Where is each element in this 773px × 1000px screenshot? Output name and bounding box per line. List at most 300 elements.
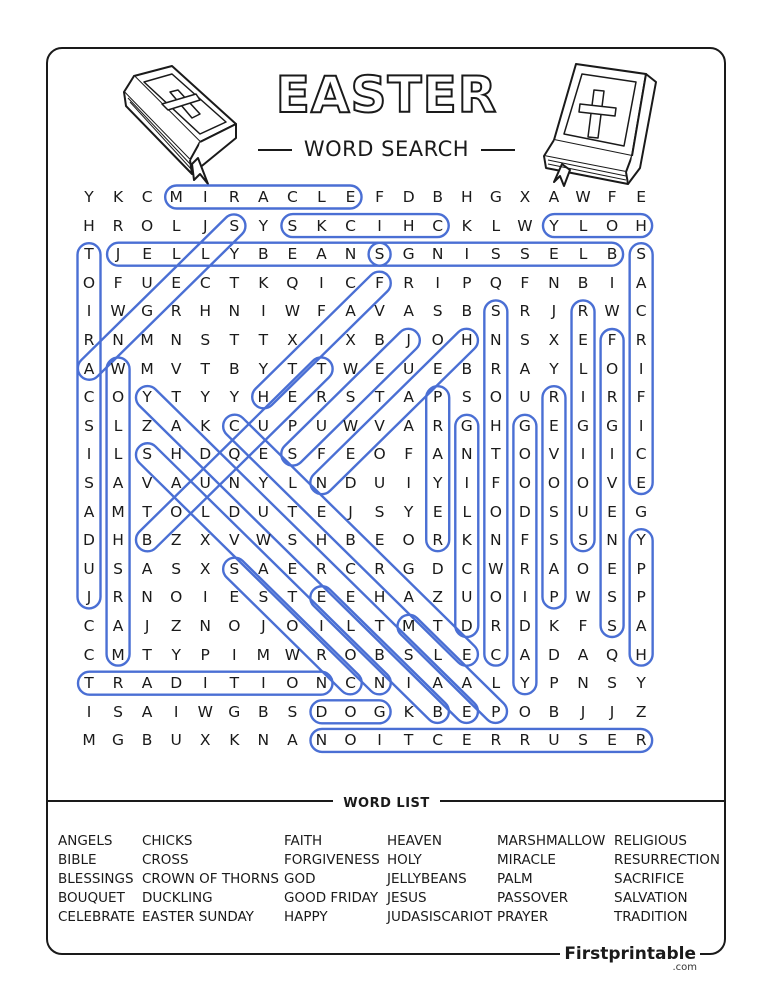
grid-letter: H: [490, 416, 502, 435]
grid-letter: E: [549, 245, 559, 264]
grid-letter: B: [258, 702, 269, 721]
grid-letter: R: [432, 416, 444, 435]
grid-letter: D: [315, 702, 328, 721]
grid-letter: T: [171, 388, 181, 407]
grid-letter: X: [199, 531, 211, 550]
grid-letter: G: [141, 302, 154, 321]
grid-letter: R: [635, 731, 647, 750]
grid-letter: S: [519, 331, 530, 349]
grid-letter: E: [374, 531, 385, 550]
grid-letter: P: [549, 674, 559, 693]
grid-letter: A: [403, 416, 414, 435]
grid-letter: C: [635, 445, 647, 464]
grid-letter: F: [317, 302, 326, 321]
subtitle-text: WORD SEARCH: [303, 137, 470, 161]
grid-letter: E: [607, 559, 617, 578]
grid-letter: R: [83, 331, 95, 349]
word-list-item: CROSS: [142, 852, 189, 868]
grid-letter: G: [489, 188, 502, 206]
grid-letter: D: [518, 502, 531, 521]
grid-letter: C: [432, 216, 444, 235]
grid-letter: T: [287, 588, 298, 607]
word-list-item: CROWN OF THORNS: [142, 871, 279, 887]
grid-letter: M: [82, 731, 96, 750]
word-list-item: FAITH: [284, 833, 323, 849]
grid-letter: O: [431, 331, 444, 349]
grid-letter: C: [345, 273, 356, 292]
grid-letter: P: [462, 273, 472, 292]
grid-letter: R: [112, 216, 124, 235]
grid-letter: S: [258, 588, 269, 607]
grid-letter: U: [548, 731, 560, 750]
grid-letter: B: [374, 645, 385, 664]
grid-letter: S: [113, 559, 123, 578]
grid-letter: A: [461, 674, 473, 693]
grid-letter: D: [518, 617, 531, 635]
grid-letter: U: [577, 502, 589, 521]
grid-letter: Y: [636, 531, 646, 550]
grid-letter: S: [490, 245, 501, 264]
word-list-column: [284, 832, 380, 927]
grid-letter: E: [432, 359, 443, 378]
grid-letter: P: [200, 645, 210, 664]
word-list-column: [142, 832, 279, 927]
grid-letter: E: [171, 273, 182, 292]
grid-letter: K: [548, 617, 560, 635]
grid-letter: I: [464, 245, 470, 264]
grid-letter: I: [609, 445, 615, 464]
grid-letter: Q: [489, 273, 502, 292]
grid-letter: S: [171, 559, 182, 578]
grid-letter: H: [373, 588, 386, 607]
grid-letter: L: [578, 359, 588, 378]
grid-letter: G: [228, 702, 241, 721]
grid-letter: H: [460, 331, 473, 349]
grid-letter: V: [374, 416, 385, 435]
grid-letter: O: [547, 474, 561, 492]
grid-letter: J: [609, 702, 615, 721]
grid-letter: S: [432, 302, 443, 321]
grid-letter: Q: [228, 445, 241, 464]
grid-letter: T: [287, 359, 298, 378]
grid-letter: R: [577, 302, 589, 321]
word-list-item: FORGIVENESS: [284, 852, 380, 868]
grid-letter: Y: [636, 674, 646, 693]
grid-letter: K: [461, 531, 472, 550]
word-list-item: HEAVEN: [387, 833, 442, 849]
grid-letter: A: [141, 702, 153, 721]
grid-letter: N: [228, 302, 241, 321]
grid-letter: D: [228, 502, 241, 521]
grid-letter: R: [519, 731, 531, 750]
grid-letter: O: [286, 674, 299, 693]
grid-letter: C: [228, 416, 240, 435]
grid-letter: G: [635, 502, 648, 521]
grid-letter: F: [491, 474, 501, 492]
grid-letter: R: [316, 559, 327, 578]
grid-letter: V: [548, 445, 560, 464]
grid-letter: S: [607, 617, 617, 635]
grid-letter: R: [432, 531, 444, 550]
grid-letter: D: [199, 445, 212, 464]
word-list-item: GOOD FRIDAY: [284, 890, 379, 906]
word-list-item: BOUQUET: [58, 890, 125, 906]
word-list-item: BIBLE: [58, 852, 97, 868]
grid-letter: A: [548, 559, 560, 578]
grid-letter: T: [142, 645, 152, 664]
grid-letter: D: [431, 559, 444, 578]
grid-letter: O: [518, 702, 531, 721]
grid-letter: A: [635, 273, 647, 292]
grid-letter: L: [317, 188, 326, 206]
grid-letter: N: [431, 245, 444, 264]
word-list-item: BLESSINGS: [58, 871, 134, 887]
grid-letter: B: [345, 531, 356, 550]
grid-letter: C: [286, 188, 298, 206]
grid-letter: R: [490, 731, 502, 750]
grid-letter: Y: [258, 216, 269, 235]
grid-letter: U: [83, 559, 95, 578]
grid-letter: U: [315, 416, 328, 435]
grid-letter: A: [258, 188, 269, 206]
grid-letter: W: [110, 359, 126, 378]
grid-letter: R: [112, 674, 124, 693]
grid-letter: O: [111, 388, 125, 407]
grid-letter: A: [403, 588, 414, 607]
grid-letter: F: [113, 273, 123, 292]
grid-letter: E: [549, 416, 559, 435]
grid-letter: I: [319, 617, 324, 635]
grid-letter: Y: [200, 388, 210, 407]
grid-letter: J: [580, 702, 586, 721]
grid-letter: I: [638, 359, 644, 378]
grid-letter: K: [200, 416, 211, 435]
grid-letter: R: [374, 559, 385, 578]
word-list-item: JUDASISCARIOT: [387, 909, 493, 925]
grid-letter: D: [170, 674, 183, 693]
grid-letter: S: [345, 388, 356, 407]
grid-letter: I: [377, 216, 382, 235]
grid-letter: U: [257, 502, 270, 521]
grid-letter: X: [345, 331, 356, 349]
grid-letter: C: [83, 617, 95, 635]
grid-letter: I: [261, 674, 266, 693]
grid-letter: O: [576, 474, 590, 492]
grid-letter: Z: [170, 531, 182, 550]
grid-letter: E: [345, 445, 356, 464]
grid-letter: A: [403, 302, 414, 321]
grid-letter: H: [170, 445, 182, 464]
grid-letter: S: [287, 702, 298, 721]
grid-letter: A: [141, 559, 153, 578]
grid-letter: W: [517, 216, 533, 235]
grid-letter: A: [432, 674, 444, 693]
grid-letter: J: [202, 216, 208, 235]
grid-letter: L: [171, 216, 181, 235]
grid-letter: G: [606, 416, 619, 435]
grid-letter: Y: [142, 388, 152, 407]
grid-letter: J: [86, 588, 92, 607]
grid-letter: H: [199, 302, 212, 321]
grid-letter: M: [111, 502, 125, 521]
grid-letter: C: [432, 731, 444, 750]
grid-letter: Q: [605, 645, 619, 664]
grid-letter: O: [228, 617, 241, 635]
grid-letter: O: [518, 445, 531, 464]
grid-letter: A: [519, 359, 531, 378]
grid-letter: N: [141, 588, 153, 607]
grid-letter: N: [606, 531, 618, 550]
grid-letter: O: [344, 645, 357, 664]
grid-letter: Y: [258, 359, 269, 378]
grid-letter: D: [547, 645, 560, 664]
grid-letter: K: [229, 731, 240, 750]
grid-letter: S: [578, 531, 588, 550]
grid-letter: R: [519, 559, 531, 578]
grid-letter: O: [344, 731, 357, 750]
word-list-item: PASSOVER: [497, 890, 569, 906]
grid-letter: B: [141, 531, 153, 550]
grid-letter: O: [489, 502, 502, 521]
grid-letter: H: [83, 216, 95, 235]
grid-letter: U: [402, 359, 415, 378]
grid-letter: T: [258, 331, 269, 349]
grid-letter: R: [228, 188, 240, 206]
grid-letter: N: [228, 474, 241, 492]
grid-letter: X: [287, 331, 298, 349]
grid-letter: S: [549, 531, 559, 550]
word-list-item: TRADITION: [614, 909, 688, 925]
grid-letter: B: [548, 702, 560, 721]
grid-letter: W: [197, 702, 213, 721]
grid-letter: S: [229, 216, 240, 235]
grid-letter: N: [490, 531, 502, 550]
grid-letter: X: [548, 331, 560, 349]
grid-letter: I: [86, 302, 92, 321]
word-list-item: SALVATION: [614, 890, 688, 906]
grid-letter: Y: [171, 645, 181, 664]
grid-letter: S: [84, 474, 94, 492]
grid-letter: S: [200, 331, 211, 349]
grid-letter: I: [435, 273, 440, 292]
grid-letter: S: [519, 245, 530, 264]
grid-letter: B: [228, 359, 240, 378]
word-list-item: CHICKS: [142, 833, 193, 849]
grid-letter: P: [287, 416, 298, 435]
page-title: EASTER: [275, 66, 498, 124]
grid-letter: L: [578, 216, 588, 235]
grid-letter: S: [374, 245, 385, 264]
grid-letter: W: [488, 559, 504, 578]
grid-letter: A: [432, 445, 444, 464]
grid-letter: R: [519, 302, 531, 321]
grid-letter: E: [142, 245, 152, 264]
grid-letter: I: [464, 474, 470, 492]
word-list-item: PRAYER: [497, 909, 549, 925]
grid-letter: D: [83, 531, 95, 550]
grid-letter: H: [315, 531, 328, 550]
grid-letter: V: [606, 474, 618, 492]
grid-letter: Z: [635, 702, 647, 721]
grid-letter: M: [256, 645, 271, 664]
grid-letter: O: [170, 588, 183, 607]
grid-letter: N: [577, 674, 589, 693]
grid-letter: C: [345, 559, 356, 578]
grid-letter: A: [635, 617, 647, 635]
grid-letter: J: [406, 331, 411, 349]
grid-letter: U: [519, 388, 531, 407]
grid-letter: E: [636, 188, 647, 206]
grid-letter: E: [258, 445, 269, 464]
grid-letter: W: [284, 302, 301, 321]
grid-letter: E: [636, 474, 647, 492]
grid-letter: J: [551, 302, 557, 321]
grid-letter: H: [257, 388, 270, 407]
word-list-item: HOLY: [387, 852, 422, 868]
grid-letter: X: [519, 188, 531, 206]
grid-letter: I: [202, 588, 208, 607]
grid-letter: O: [141, 216, 154, 235]
word-list-item: RESURRECTION: [614, 852, 721, 868]
grid-letter: H: [112, 531, 124, 550]
word-list-item: CELEBRATE: [58, 909, 136, 925]
grid-letter: S: [403, 645, 414, 664]
word-list-item: GOD: [284, 871, 316, 887]
grid-letter: M: [140, 359, 154, 378]
grid-letter: C: [461, 559, 473, 578]
grid-letter: S: [578, 731, 588, 750]
grid-letter: Y: [549, 216, 559, 235]
grid-letter: J: [115, 245, 121, 264]
grid-letter: C: [199, 273, 211, 292]
grid-letter: C: [490, 645, 502, 664]
grid-letter: T: [142, 502, 152, 521]
word-list-column: [614, 832, 720, 927]
grid-letter: B: [258, 245, 269, 264]
grid-letter: O: [605, 216, 619, 235]
grid-letter: D: [402, 188, 415, 206]
grid-letter: E: [345, 588, 356, 607]
grid-letter: B: [374, 331, 385, 349]
grid-letter: Z: [170, 617, 182, 635]
grid-letter: Y: [229, 388, 240, 407]
grid-letter: M: [401, 617, 416, 635]
grid-letter: S: [287, 531, 298, 550]
grid-letter: I: [638, 416, 644, 435]
grid-letter: R: [112, 588, 124, 607]
grid-letter: S: [287, 445, 298, 464]
grid-letter: C: [635, 302, 647, 321]
grid-letter: V: [170, 359, 182, 378]
grid-letter: Y: [520, 674, 530, 693]
grid-letter: V: [141, 474, 153, 492]
grid-letter: N: [344, 245, 357, 264]
grid-letter: F: [404, 445, 414, 464]
grid-letter: F: [375, 273, 385, 292]
grid-letter: Z: [141, 416, 153, 435]
grid-letter: I: [609, 273, 615, 292]
grid-letter: A: [548, 188, 560, 206]
grid-letter: B: [461, 302, 473, 321]
grid-letter: F: [607, 331, 617, 349]
grid-letter: P: [549, 588, 559, 607]
grid-letter: W: [575, 588, 591, 607]
grid-letter: I: [377, 731, 382, 750]
grid-letter: D: [344, 474, 357, 492]
grid-letter: H: [635, 216, 647, 235]
grid-letter: K: [403, 702, 414, 721]
grid-letter: Z: [432, 588, 444, 607]
grid-letter: S: [113, 702, 123, 721]
grid-letter: O: [344, 702, 357, 721]
grid-letter: C: [345, 674, 356, 693]
grid-letter: E: [374, 359, 385, 378]
grid-letter: B: [606, 245, 618, 264]
grid-letter: E: [287, 388, 298, 407]
grid-letter: P: [636, 588, 646, 607]
grid-letter: R: [316, 645, 327, 664]
grid-letter: R: [403, 273, 415, 292]
grid-letter: E: [229, 588, 240, 607]
grid-letter: W: [110, 302, 126, 321]
grid-letter: N: [257, 731, 270, 750]
grid-letter: U: [257, 416, 270, 435]
grid-letter: N: [315, 674, 328, 693]
grid-letter: G: [402, 245, 415, 264]
grid-letter: Y: [432, 474, 443, 492]
grid-letter: C: [345, 216, 356, 235]
grid-letter: K: [112, 188, 124, 206]
grid-letter: R: [490, 617, 502, 635]
grid-letter: O: [170, 502, 183, 521]
grid-letter: G: [460, 416, 473, 435]
grid-letter: C: [83, 645, 95, 664]
grid-letter: Y: [84, 188, 94, 206]
grid-letter: T: [84, 245, 94, 264]
grid-letter: R: [606, 388, 618, 407]
grid-letter: S: [461, 388, 472, 407]
word-list-item: JELLYBEANS: [387, 871, 467, 887]
grid-letter: I: [319, 273, 324, 292]
grid-letter: W: [575, 188, 591, 206]
grid-letter: N: [112, 331, 124, 349]
grid-letter: I: [86, 702, 92, 721]
grid-letter: I: [86, 445, 92, 464]
grid-letter: I: [406, 474, 411, 492]
grid-letter: N: [373, 674, 386, 693]
grid-letter: M: [140, 331, 154, 349]
grid-letter: F: [375, 188, 385, 206]
grid-letter: N: [548, 273, 560, 292]
grid-letter: I: [522, 588, 528, 607]
grid-letter: W: [284, 645, 301, 664]
word-list-item: HAPPY: [284, 909, 328, 925]
grid-letter: S: [287, 216, 298, 235]
grid-letter: E: [316, 588, 327, 607]
grid-letter: E: [578, 331, 588, 349]
grid-letter: Q: [286, 273, 299, 292]
grid-letter: O: [402, 531, 415, 550]
grid-letter: J: [144, 617, 150, 635]
grid-letter: V: [228, 531, 240, 550]
grid-letter: T: [229, 674, 240, 693]
word-list-item: ANGELS: [58, 833, 113, 849]
grid-letter: A: [83, 502, 95, 521]
grid-letter: T: [200, 359, 210, 378]
grid-letter: N: [315, 731, 328, 750]
grid-letter: T: [403, 731, 414, 750]
grid-letter: I: [202, 674, 208, 693]
